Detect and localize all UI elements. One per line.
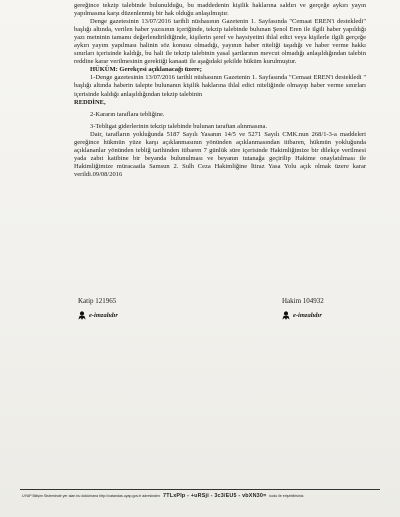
paragraph-intro: gereğince tekzip talebinde bulunulduğu, bu maddedenin kişilik haklarına saldırı ve gerçeğe aykırı yayın yapılmasına karşı düzenlenmiş bir hak olduğu anlaşılmıştır. [74, 2, 366, 18]
paragraph-evaluation: Denge gazetesinin 13/07/2016 tarihli nüshasının Gazetenin 1. Sayfasında "Cemaat EREN'i destekledi" başlığı altında, verilen haber yazısının içeriğinde, tekzip talebinde bulunan Şenol Eren ile ilgili haber yapıldığı yazı metninin tamamı değerlendirildiğinde, kişilerin şeref ve haysiyetini ihlal edici veya kişilerle ilgili gerçeğe aykırı yayım yapılması halinin söz konusu olmadığı, yayının haber niteliği taşıdığı ve haber verme hakkı sınırları içerisinde kaldığı, bu hali ile tekzip talebinin yasal şartlarının mevcut olmadığı anlaşıldığından talebin reddine karar verilmesinin gerektiği kanaati ile aşağıdaki şekilde hüküm kurulmuştur. [74, 18, 366, 66]
verdict-item-2: 2-Kararın taraflara tebliğine. [90, 110, 165, 118]
verdict-rejection: REDDİNE, [74, 98, 106, 106]
footer-suffix: kodu ile erişebilirsiniz. [269, 494, 305, 498]
verdict-item-3: 3-Tebligat giderlerinin tekzip talebinde bulunan taraftan alınmasına. [90, 122, 267, 130]
footer-prefix: UYAP Bilişim Sisteminde yer alan bu dokümana http://vatandas.uyap.gov.tr adresinden [22, 494, 161, 498]
judge-esign: e-imzalıdır [282, 311, 324, 320]
e-signature-icon [78, 311, 86, 320]
footer-divider [20, 489, 380, 490]
clerk-signature [78, 297, 118, 320]
document-body [74, 2, 366, 179]
judge-title: Hakim 104932 [282, 297, 324, 305]
verification-code: 7TLxPIp - +uRSji - 3c3/EU5 - vbXN30= [163, 493, 267, 499]
clerk-title: Katip 121965 [78, 297, 117, 305]
paragraph-appeal: Dair, tarafların yokluğunda 5187 Sayılı Yasanın 14/5 ve 5271 Sayılı CMK.nun 268/1-3-a maddeleri gereğince hükmün yüze karşı açıklanmasının yönünden açıklanmasından itibaren, hükmün yokluğunda açıklananlar yönünden tebliğ tarihinden itibaren 7 günlük süre içerisinde Hakimliğimize bir dilekçe verilmesi yada zabıt katibine bir beyanda bulunulması ve beyanın tutanağa geçirilip Hakime onaylatılması ile Hakimliğimize müracaatla Samsun 2. Sulh Ceza Hakimliğine İtiraz Yasa Yolu açık olmak üzere karar verildi.09/08/2016 [74, 130, 366, 178]
verdict-item-1: 1-Denge gazetesinin 13/07/2016 tarihli nüshasının Gazetenin 1. Sayfasında "Cemaat EREN'i destekledi " başlığı altında haberin talepte bulunanın kişilik haklarına ihlal edici niteliğinde olmayıp haber verme sınırları içerisinde kaldığı anlaşıldığından tekzip talebinin [74, 74, 366, 98]
judge-signature [282, 297, 324, 320]
clerk-esign: e-imzalıdır [78, 311, 118, 320]
footer-verification [22, 493, 382, 499]
e-signature-icon [282, 311, 290, 320]
verdict-heading: HÜKÜM: Gerekçesi açıklanacağı üzere; [90, 66, 202, 74]
